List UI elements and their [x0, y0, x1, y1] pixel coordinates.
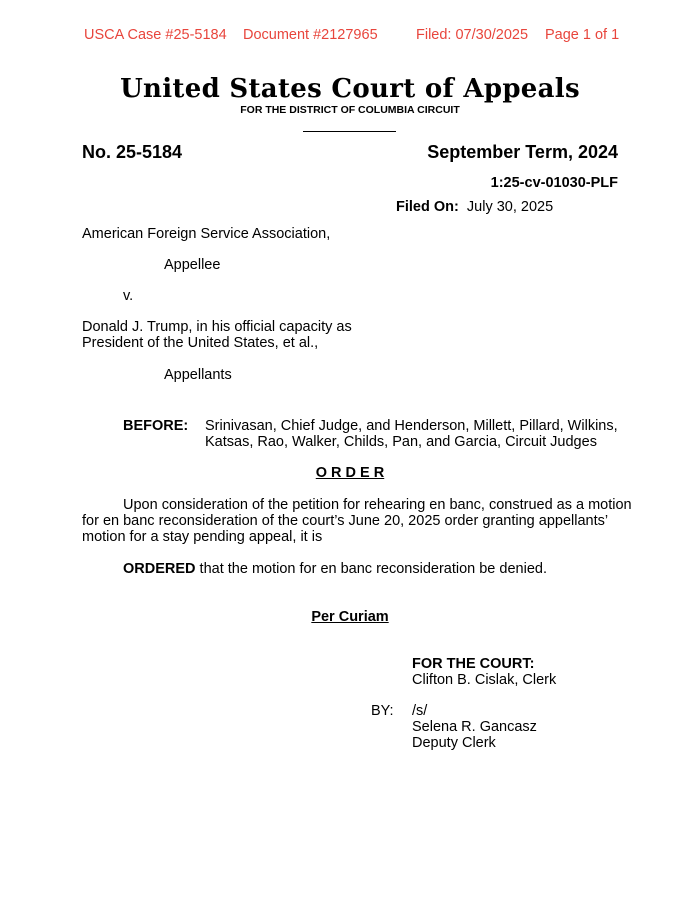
filed-on — [396, 199, 553, 215]
page-count-stamp: Page 1 of 1 — [545, 27, 620, 43]
filed-date-stamp: Filed: 07/30/2025 — [416, 27, 529, 43]
filed-on-label: Filed On: — [396, 199, 459, 215]
order-paragraph-line-3: motion for a stay pending appeal, it is — [82, 529, 323, 545]
court-name: United States Court of Appeals — [120, 74, 580, 104]
document-number-stamp: Document #2127965 — [243, 27, 378, 43]
appellee-name: American Foreign Service Association, — [82, 226, 331, 242]
before-judges-line-2: Katsas, Rao, Walker, Childs, Pan, and Garcia, Circuit Judges — [205, 434, 597, 450]
signature-mark: /s/ — [412, 703, 428, 719]
ordered-text: that the motion for en banc reconsideration be denied. — [195, 561, 547, 577]
appellee-role: Appellee — [164, 257, 221, 273]
heading-divider — [303, 131, 396, 132]
for-the-court: FOR THE COURT: — [412, 656, 535, 672]
case-number: No. 25-5184 — [82, 142, 183, 162]
order-paragraph-line-2: for en banc reconsideration of the court’s June 20, 2025 order granting appellants’ — [82, 513, 609, 529]
court-subtitle-text: FOR THE DISTRICT OF COLUMBIA CIRCUIT — [240, 104, 460, 116]
appellant-role: Appellants — [164, 367, 232, 383]
ordered-paragraph — [123, 561, 547, 577]
term: September Term, 2024 — [427, 142, 618, 162]
order-paragraph-line-1: Upon consideration of the petition for rehearing en banc, construed as a motion — [123, 497, 632, 513]
case-number-stamp: USCA Case #25-5184 — [84, 27, 227, 43]
versus: v. — [123, 288, 134, 304]
order-heading: O R D E R — [315, 465, 385, 481]
court-subtitle — [0, 104, 700, 116]
before-judges-line-1: Srinivasan, Chief Judge, and Henderson, Millett, Pillard, Wilkins, — [205, 418, 618, 434]
docket-number: 1:25-cv-01030-PLF — [490, 175, 618, 191]
filed-on-date: July 30, 2025 — [466, 199, 554, 215]
per-curiam: Per Curiam — [311, 609, 389, 625]
deputy-clerk-name: Selena R. Gancasz — [412, 719, 537, 735]
before-label: BEFORE: — [123, 418, 189, 434]
ordered-keyword: ORDERED — [123, 561, 196, 577]
clerk-name: Clifton B. Cislak, Clerk — [412, 672, 557, 688]
appellant-line-2: President of the United States, et al., — [82, 335, 319, 351]
by-label: BY: — [371, 703, 394, 719]
deputy-clerk-title: Deputy Clerk — [412, 735, 496, 751]
appellant-line-1: Donald J. Trump, in his official capacity as — [82, 319, 352, 335]
